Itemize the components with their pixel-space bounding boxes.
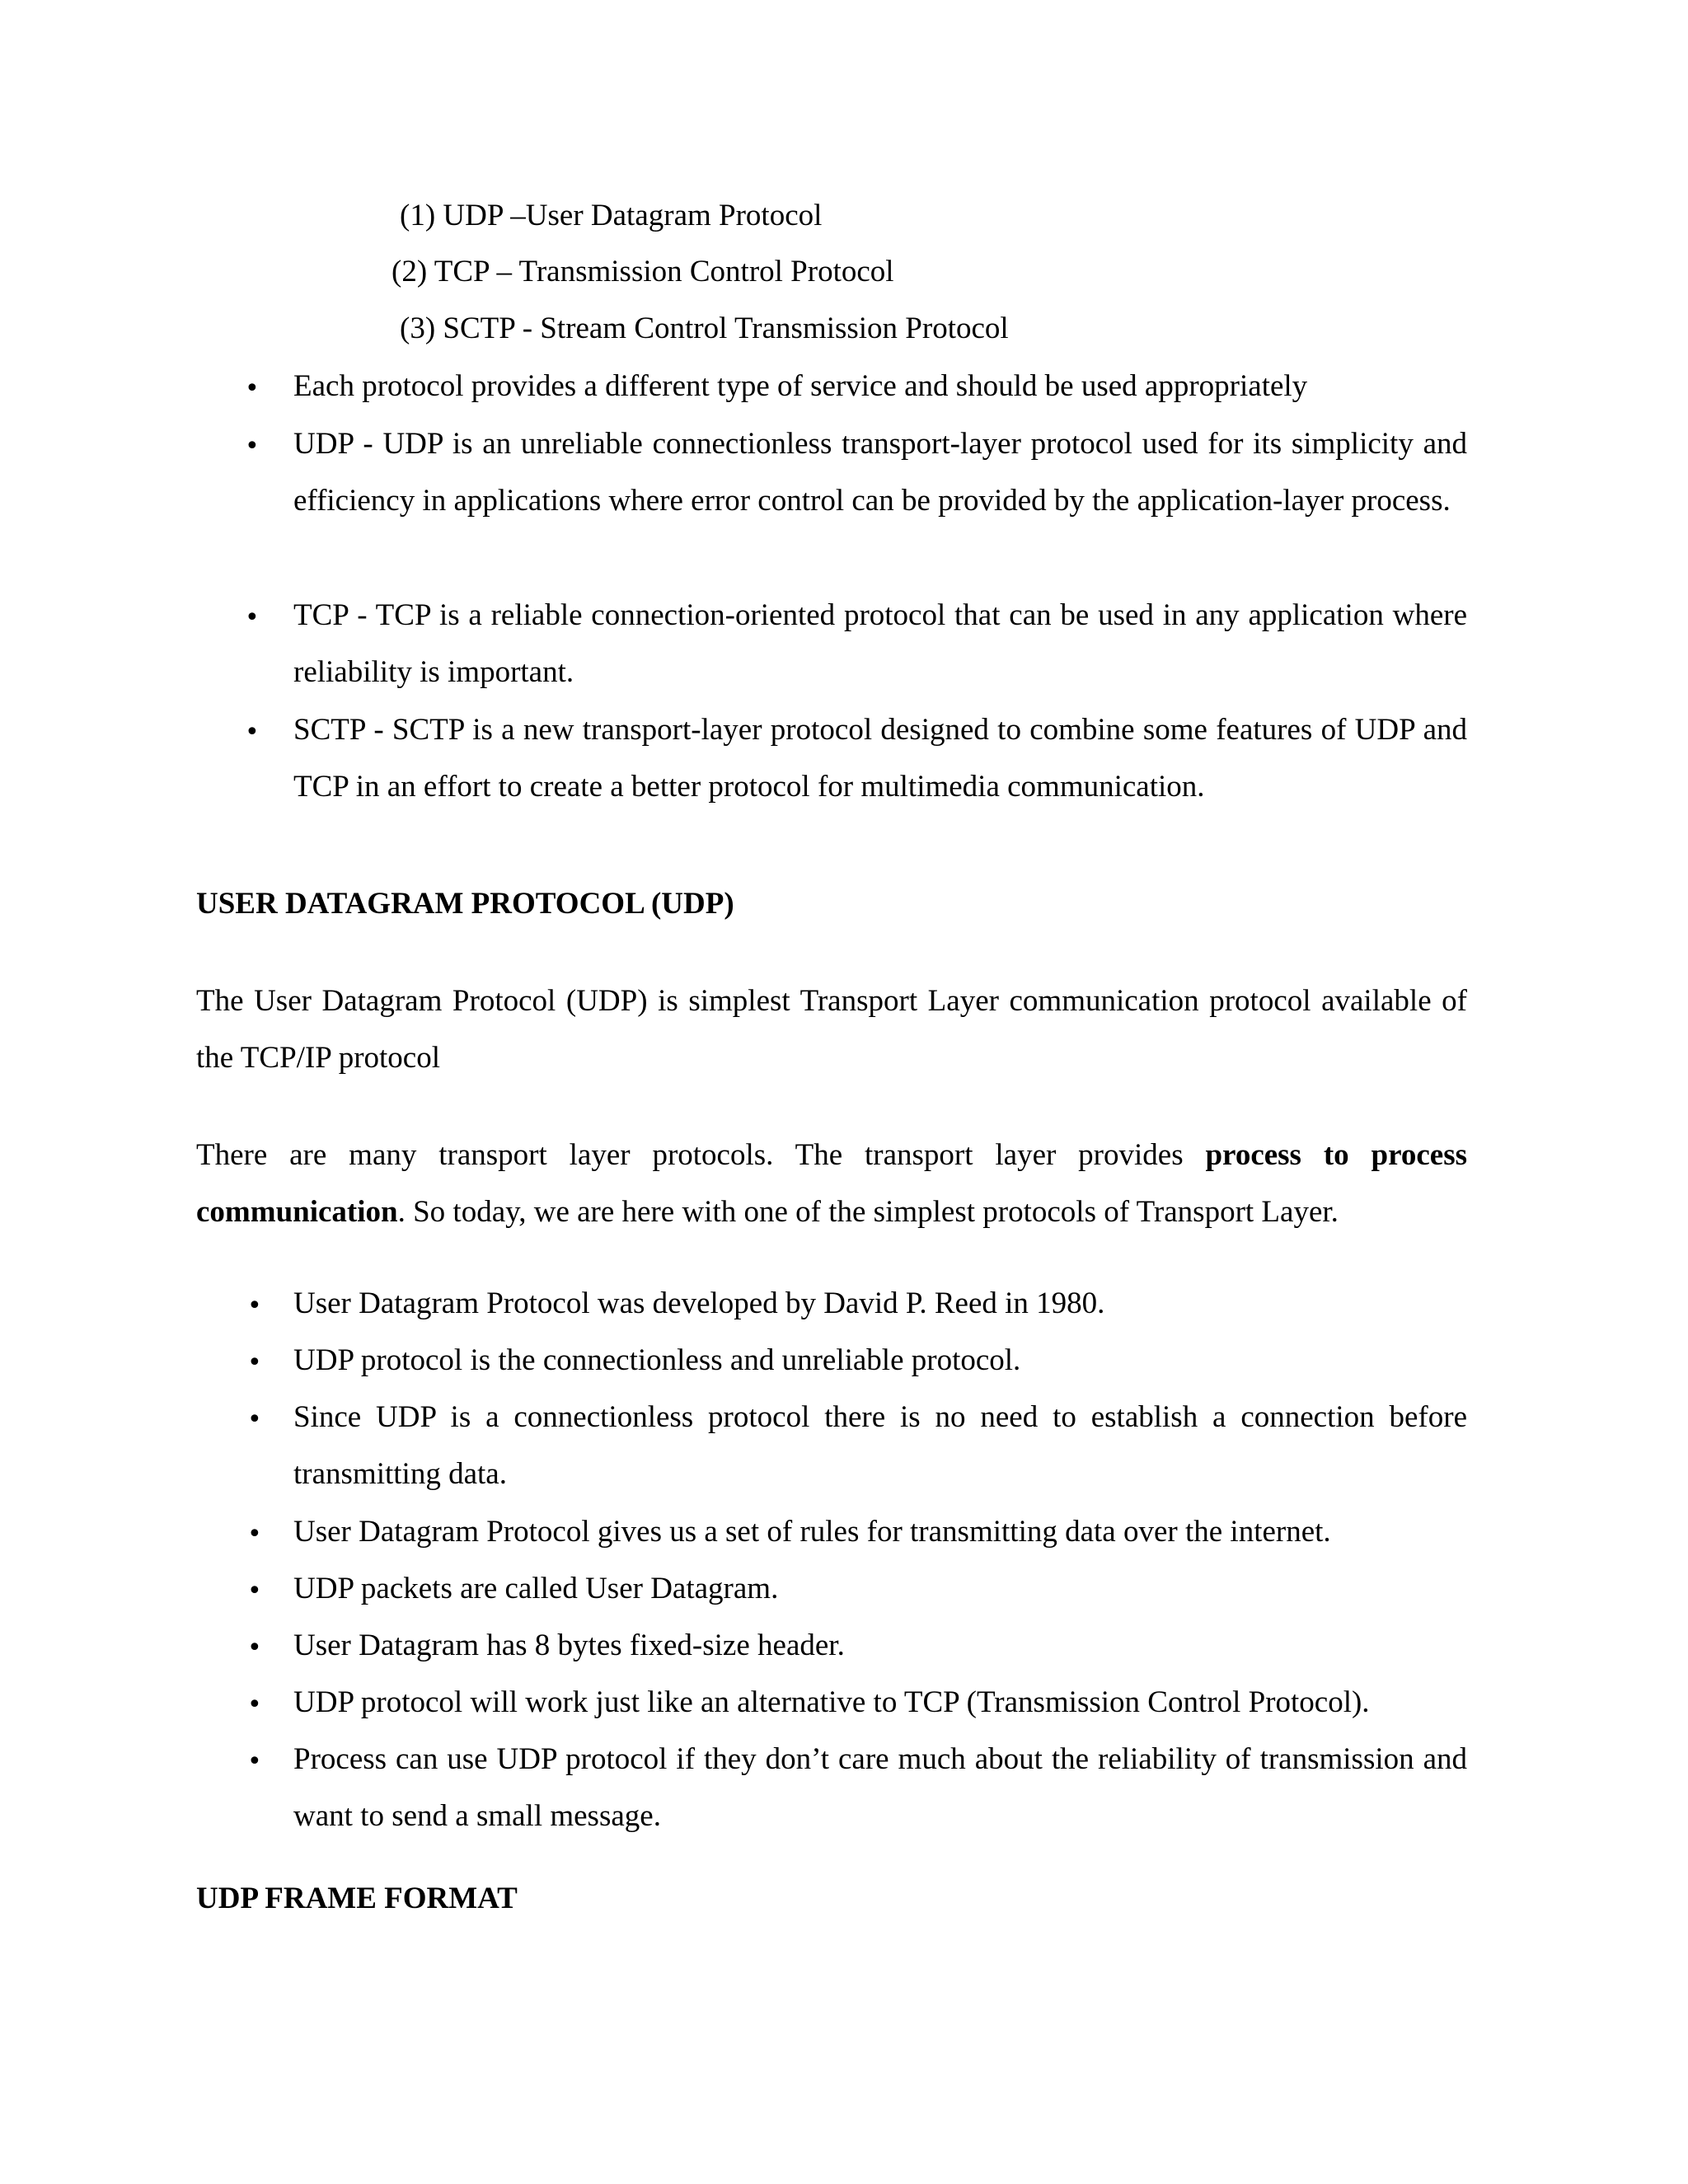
intro-bullet-tcp: TCP - TCP is a reliable connection-oriented protocol that can be used in any application where reliability is important. <box>293 598 1467 689</box>
bullet-marker: • <box>247 1747 262 1776</box>
udp-bullet-reliability: Process can use UDP protocol if they don’t care much about the reliability of transmission and want to send a small message. <box>293 1742 1467 1833</box>
bold-phrase-communication: communication <box>196 1195 398 1229</box>
intro-bullet-service-types: Each protocol provides a different type of service and should be used appropriately <box>293 369 1308 403</box>
bullet-marker: • <box>247 1577 262 1605</box>
intro-bullet-sctp: SCTP - SCTP is a new transport-layer protocol designed to combine some features of UDP and TCP in an effort to create a better protocol for multimedia communication. <box>293 713 1467 804</box>
bullet-marker: • <box>247 1291 262 1320</box>
udp-bullet-rules: User Datagram Protocol gives us a set of rules for transmitting data over the internet. <box>293 1515 1331 1549</box>
udp-bullet-connectionless: UDP protocol is the connectionless and unreliable protocol. <box>293 1343 1021 1377</box>
udp-bullet-no-connection: Since UDP is a connectionless protocol there is no need to establish a connection before transmitting data. <box>293 1400 1467 1491</box>
udp-bullet-packets: UDP packets are called User Datagram. <box>293 1572 779 1605</box>
paragraph-transport-layer <box>196 1127 1467 1240</box>
bold-phrase-process-to-process: process to process <box>1205 1138 1467 1172</box>
paragraph-text: There are many transport layer protocols. The transport layer provides <box>196 1138 1206 1172</box>
bullet-marker: • <box>247 1348 262 1377</box>
udp-bullet-developed: User Datagram Protocol was developed by David P. Reed in 1980. <box>293 1286 1105 1320</box>
section-heading-udp: USER DATAGRAM PROTOCOL (UDP) <box>196 887 734 921</box>
section-heading-frame-format: UDP FRAME FORMAT <box>196 1882 518 1915</box>
bullet-marker: • <box>245 432 260 461</box>
udp-bullet-header: User Datagram has 8 bytes fixed-size header. <box>293 1629 845 1662</box>
bullet-marker: • <box>245 718 260 747</box>
bullet-marker: • <box>247 1405 262 1434</box>
bullet-marker: • <box>247 1520 262 1549</box>
bullet-marker: • <box>247 1633 262 1662</box>
protocol-list-item-udp: (1) UDP –User Datagram Protocol <box>400 199 823 232</box>
protocol-list-item-tcp: (2) TCP – Transmission Control Protocol <box>392 255 894 288</box>
bullet-marker: • <box>245 374 260 403</box>
udp-bullet-alternative: UDP protocol will work just like an alternative to TCP (Transmission Control Protocol). <box>293 1685 1370 1719</box>
paragraph-text: . So today, we are here with one of the simplest protocols of Transport Layer. <box>397 1195 1339 1229</box>
bullet-marker: • <box>247 1690 262 1719</box>
intro-bullet-udp: UDP - UDP is an unreliable connectionless transport-layer protocol used for its simplicity and efficiency in applications where error control can be provided by the application-layer process. <box>293 427 1467 518</box>
bullet-marker: • <box>245 603 260 632</box>
paragraph-udp-definition: The User Datagram Protocol (UDP) is simplest Transport Layer communication protocol available of the TCP/IP protocol <box>196 984 1467 1075</box>
protocol-list-item-sctp: (3) SCTP - Stream Control Transmission Protocol <box>400 312 1009 345</box>
